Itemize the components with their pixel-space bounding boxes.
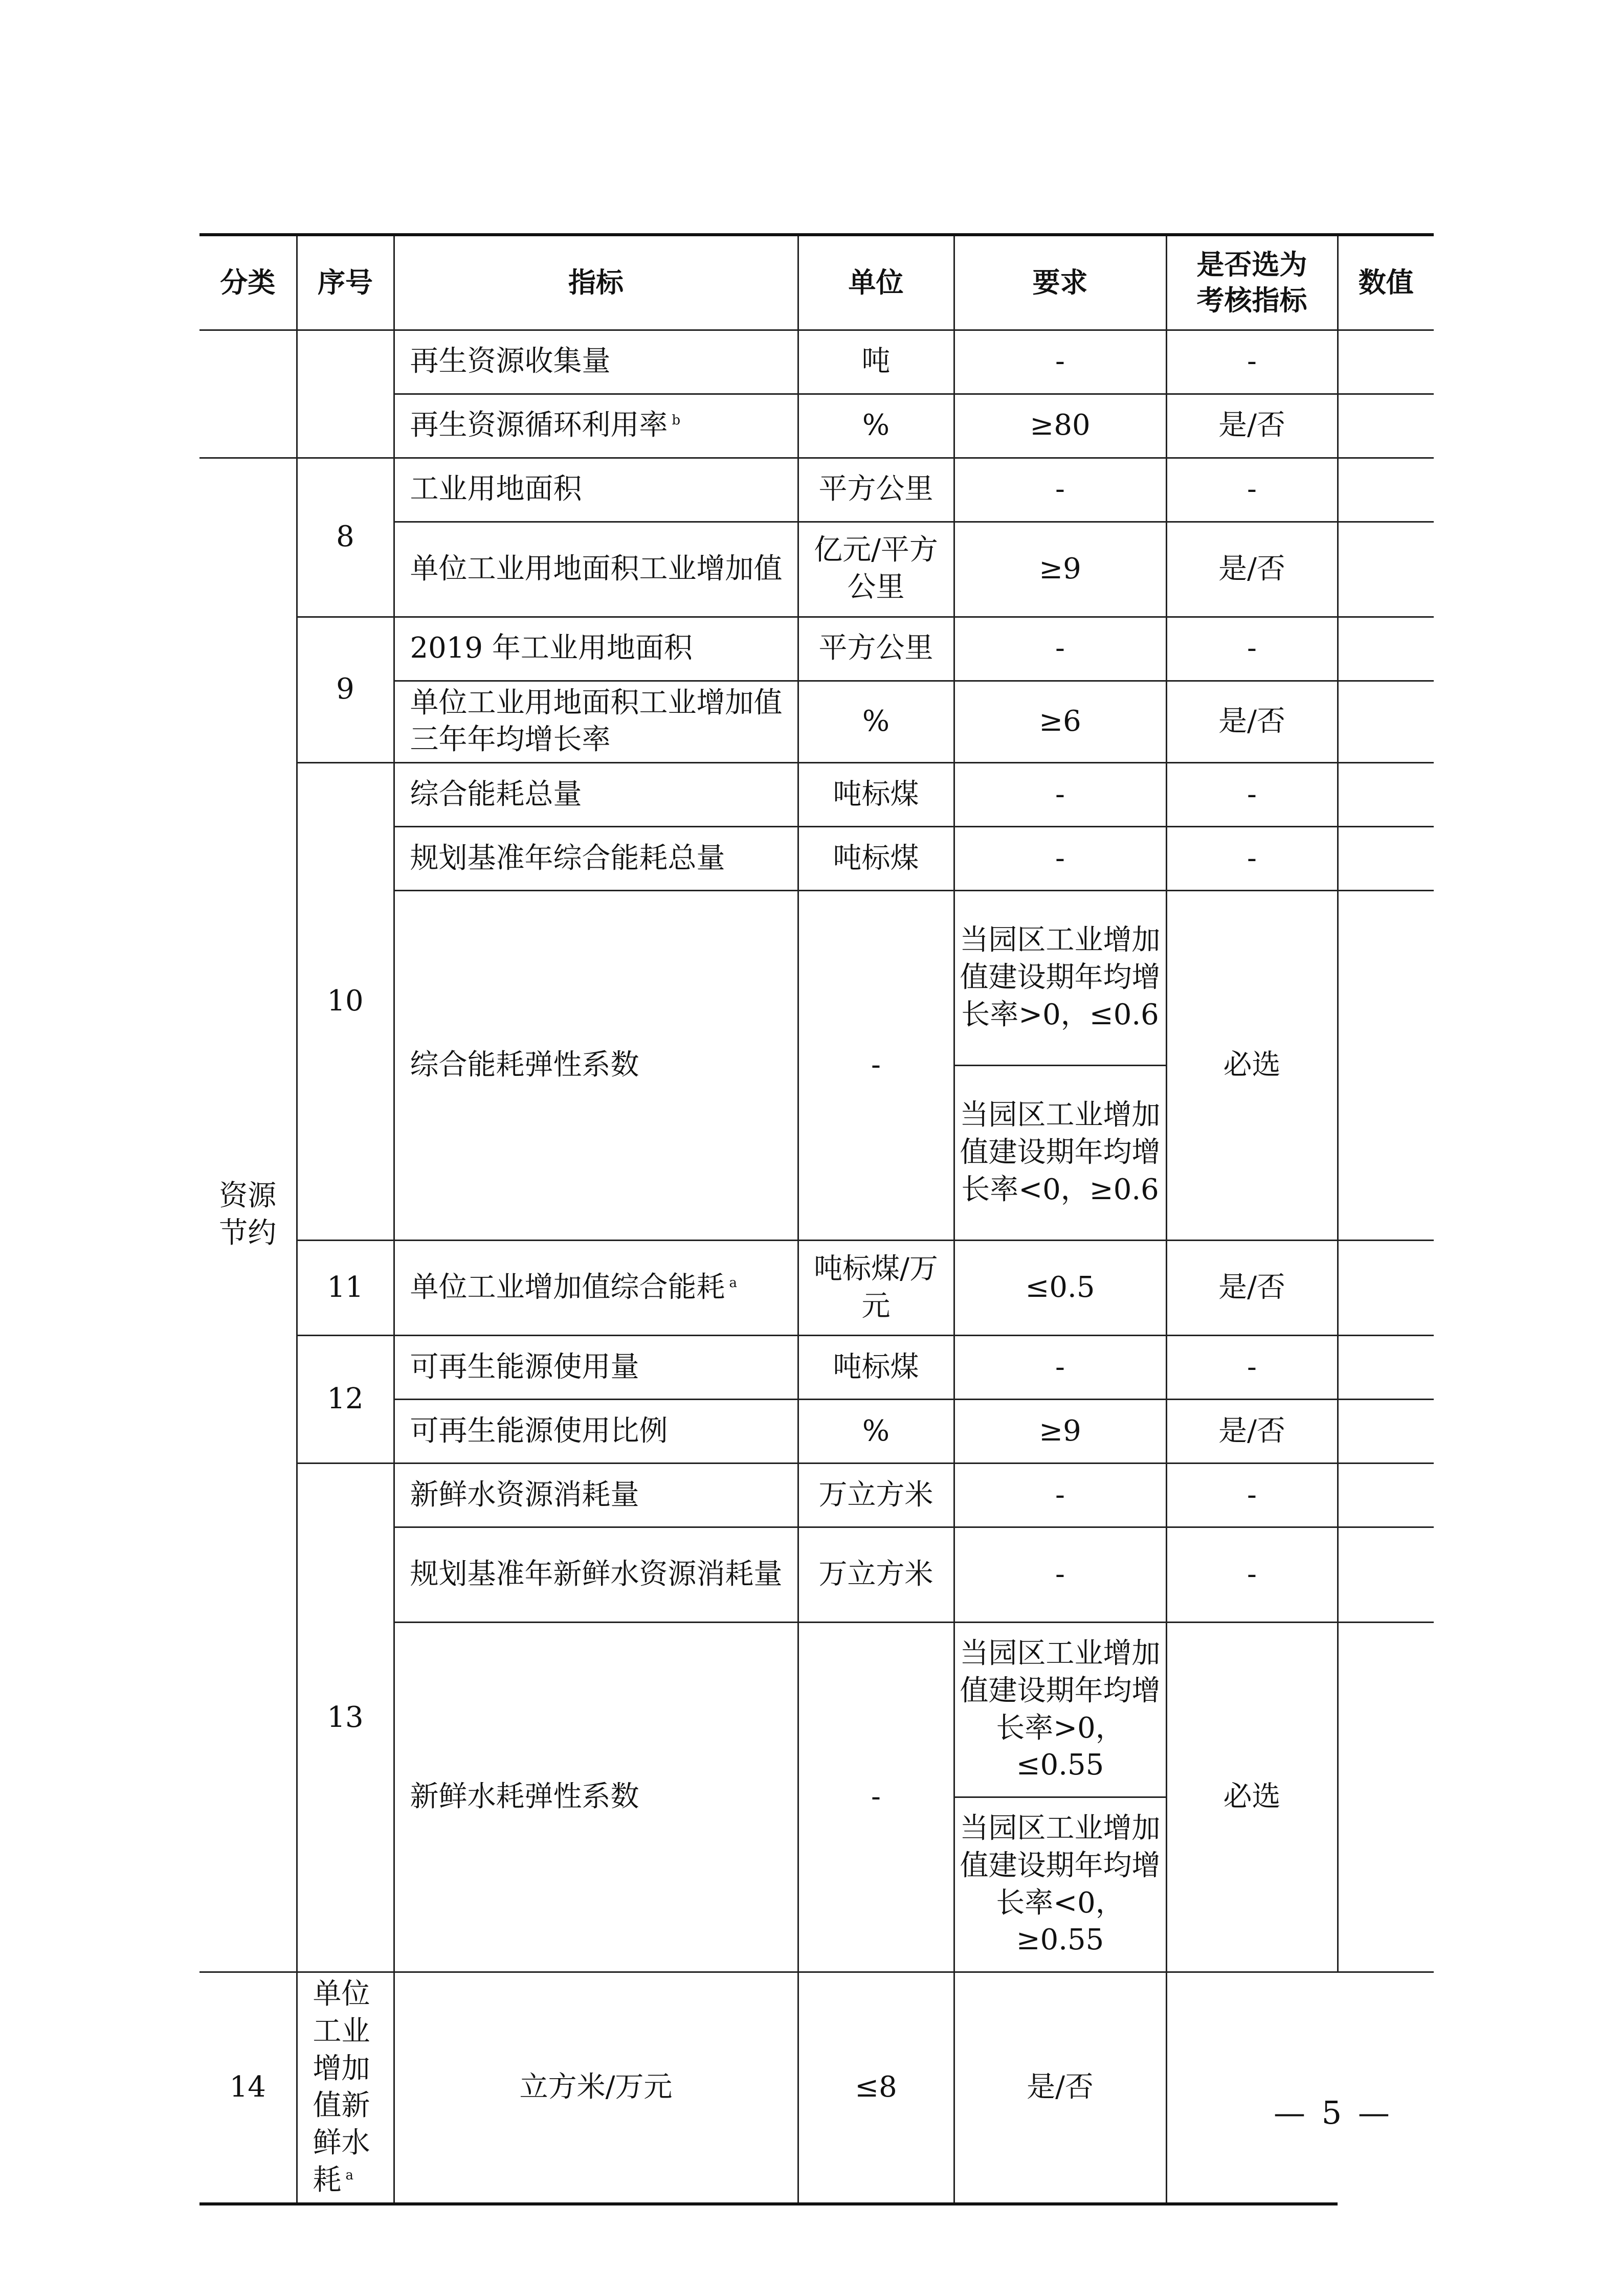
indicator-cell: 可再生能源使用量 <box>394 1336 798 1400</box>
value-cell <box>1338 1400 1434 1464</box>
header-category: 分类 <box>199 235 297 330</box>
unit-cell: % <box>798 1400 954 1464</box>
table-row <box>199 330 1434 394</box>
category-l2: 节约 <box>219 1216 277 1250</box>
unit-cell: 吨标煤/万元 <box>798 1241 954 1336</box>
seq-cell: 14 <box>199 1972 297 2204</box>
header-assessment-l2: 考核指标 <box>1196 284 1307 317</box>
indicator-text: 再生资源循环利用率 <box>410 409 668 442</box>
value-cell <box>1338 1241 1434 1336</box>
category-cell-empty <box>199 330 297 458</box>
requirement-cell: 当园区工业增加值建设期年均增长率>0，≤0.6 <box>954 891 1166 1066</box>
header-requirement: 要求 <box>954 235 1166 330</box>
table-row <box>199 1464 1434 1527</box>
value-cell <box>1338 458 1434 522</box>
value-cell <box>1338 827 1434 891</box>
table-row <box>199 617 1434 681</box>
requirement-cell: ≥6 <box>954 681 1166 763</box>
indicator-text: 单位工业增加值新鲜水耗 <box>313 1977 370 2197</box>
value-cell <box>1338 1527 1434 1623</box>
unit-cell: 平方公里 <box>798 617 954 681</box>
seq-cell: 9 <box>297 617 394 763</box>
indicator-cell: 再生资源收集量 <box>394 330 798 394</box>
unit-cell: 立方米/万元 <box>394 1972 798 2204</box>
indicator-cell: 单位工业用地面积工业增加值三年年均增长率 <box>394 681 798 763</box>
value-cell <box>1338 522 1434 617</box>
unit-cell: 万立方米 <box>798 1464 954 1527</box>
header-assessment <box>1166 235 1338 330</box>
requirement-cell: - <box>954 827 1166 891</box>
assessment-cell: - <box>1166 330 1338 394</box>
unit-cell: % <box>798 681 954 763</box>
footnote-mark: b <box>672 413 681 429</box>
requirement-cell: - <box>954 1336 1166 1400</box>
header-indicator: 指标 <box>394 235 798 330</box>
assessment-cell: - <box>1166 827 1338 891</box>
requirement-cell: ≥80 <box>954 394 1166 458</box>
requirement-cell: - <box>954 763 1166 827</box>
indicator-cell: 2019 年工业用地面积 <box>394 617 798 681</box>
unit-cell: 吨标煤 <box>798 1336 954 1400</box>
assessment-cell: - <box>1166 1527 1338 1623</box>
seq-cell: 10 <box>297 763 394 1241</box>
requirement-cell: 当园区工业增加值建设期年均增长率<0，≥0.6 <box>954 1066 1166 1241</box>
seq-cell: 8 <box>297 458 394 617</box>
assessment-cell: 必选 <box>1166 1623 1338 1972</box>
unit-cell: 万立方米 <box>798 1527 954 1623</box>
value-cell <box>1338 394 1434 458</box>
requirement-cell: - <box>954 617 1166 681</box>
assessment-cell: - <box>1166 1336 1338 1400</box>
indicator-cell <box>394 394 798 458</box>
unit-cell: - <box>798 1623 954 1972</box>
unit-cell: 吨 <box>798 330 954 394</box>
assessment-cell: 必选 <box>1166 891 1338 1241</box>
requirement-cell: ≥9 <box>954 1400 1166 1464</box>
table-row <box>199 1336 1434 1400</box>
indicator-cell: 综合能耗弹性系数 <box>394 891 798 1241</box>
value-cell <box>1338 891 1434 1241</box>
assessment-cell: - <box>1166 617 1338 681</box>
indicator-cell <box>394 1241 798 1336</box>
value-cell <box>1338 330 1434 394</box>
requirement-cell: - <box>954 1527 1166 1623</box>
unit-cell: - <box>798 891 954 1241</box>
assessment-cell: 是/否 <box>1166 522 1338 617</box>
assessment-cell: - <box>1166 458 1338 522</box>
header-seq: 序号 <box>297 235 394 330</box>
footnote-mark: a <box>729 1275 738 1291</box>
seq-cell: 13 <box>297 1464 394 1972</box>
seq-cell-empty <box>297 330 394 458</box>
table-row <box>199 458 1434 522</box>
value-cell <box>1338 681 1434 763</box>
indicator-table <box>199 233 1434 2205</box>
page-number: — 5 — <box>1274 2094 1393 2131</box>
requirement-cell: ≤0.5 <box>954 1241 1166 1336</box>
seq-cell: 12 <box>297 1336 394 1464</box>
header-row <box>199 235 1434 330</box>
category-cell <box>199 458 297 1972</box>
requirement-cell: - <box>954 330 1166 394</box>
unit-cell: 平方公里 <box>798 458 954 522</box>
unit-cell: 吨标煤 <box>798 763 954 827</box>
header-assessment-l1: 是否选为 <box>1196 248 1307 281</box>
indicator-cell: 规划基准年综合能耗总量 <box>394 827 798 891</box>
unit-cell: % <box>798 394 954 458</box>
header-value: 数值 <box>1338 235 1434 330</box>
value-cell <box>1166 1972 1338 2204</box>
table-row <box>199 1241 1434 1336</box>
assessment-cell: 是/否 <box>954 1972 1166 2204</box>
indicator-text: 单位工业增加值综合能耗 <box>410 1271 725 1304</box>
unit-cell: 吨标煤 <box>798 827 954 891</box>
assessment-cell: 是/否 <box>1166 1400 1338 1464</box>
indicator-cell: 规划基准年新鲜水资源消耗量 <box>394 1527 798 1623</box>
assessment-cell: - <box>1166 763 1338 827</box>
requirement-cell: 当园区工业增加值建设期年均增长率>0，≤0.55 <box>954 1623 1166 1797</box>
assessment-cell: - <box>1166 1464 1338 1527</box>
unit-cell: 亿元/平方公里 <box>798 522 954 617</box>
requirement-cell: 当园区工业增加值建设期年均增长率<0，≥0.55 <box>954 1797 1166 1972</box>
assessment-cell: 是/否 <box>1166 1241 1338 1336</box>
value-cell <box>1338 617 1434 681</box>
indicator-cell: 新鲜水耗弹性系数 <box>394 1623 798 1972</box>
value-cell <box>1338 1464 1434 1527</box>
indicator-cell: 单位工业用地面积工业增加值 <box>394 522 798 617</box>
indicator-cell: 新鲜水资源消耗量 <box>394 1464 798 1527</box>
requirement-cell: ≤8 <box>798 1972 954 2204</box>
value-cell <box>1338 763 1434 827</box>
indicator-cell <box>297 1972 394 2204</box>
requirement-cell: ≥9 <box>954 522 1166 617</box>
seq-cell: 11 <box>297 1241 394 1336</box>
requirement-cell: - <box>954 1464 1166 1527</box>
indicator-cell: 可再生能源使用比例 <box>394 1400 798 1464</box>
assessment-cell: 是/否 <box>1166 394 1338 458</box>
indicator-cell: 综合能耗总量 <box>394 763 798 827</box>
table-row <box>199 763 1434 827</box>
assessment-cell: 是/否 <box>1166 681 1338 763</box>
requirement-cell: - <box>954 458 1166 522</box>
value-cell <box>1338 1623 1434 1972</box>
category-l1: 资源 <box>219 1179 277 1212</box>
table-row <box>199 1972 1434 2204</box>
value-cell <box>1338 1336 1434 1400</box>
indicator-cell: 工业用地面积 <box>394 458 798 522</box>
footnote-mark: a <box>345 2168 354 2184</box>
header-unit: 单位 <box>798 235 954 330</box>
